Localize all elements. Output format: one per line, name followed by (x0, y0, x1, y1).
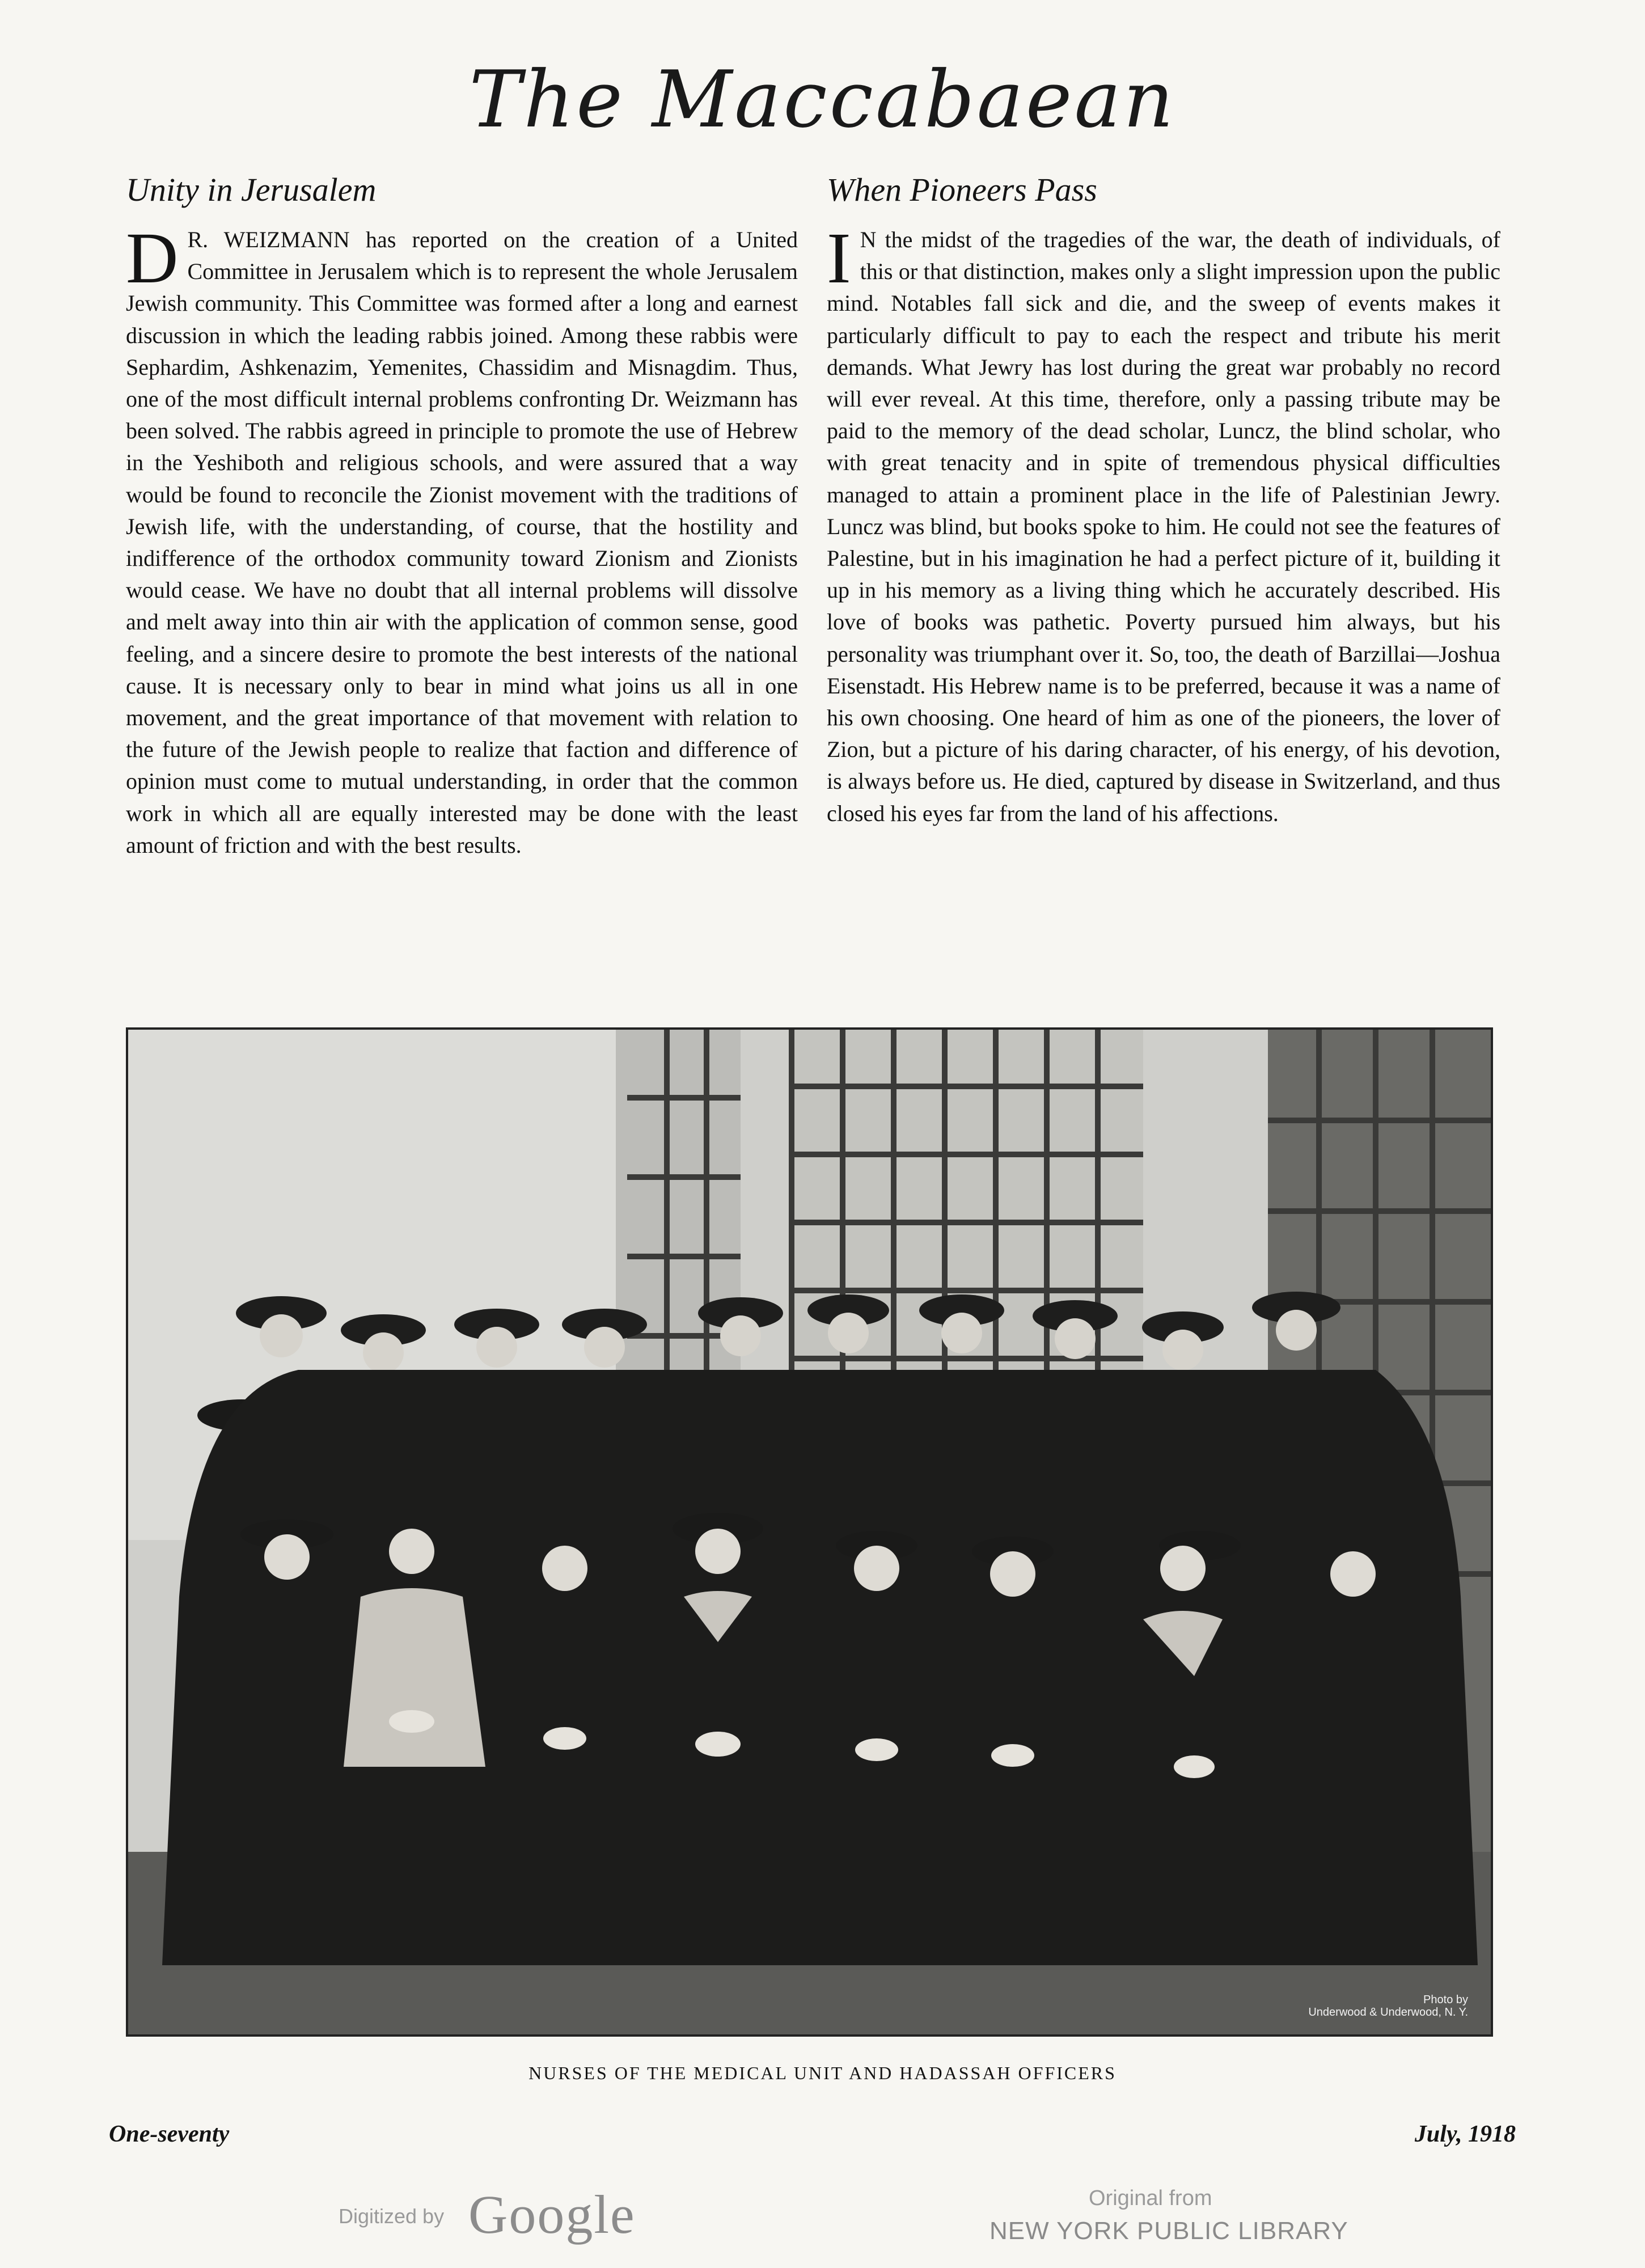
issue-date: July, 1918 (1414, 2121, 1516, 2147)
article-body (126, 218, 798, 861)
original-from-label: Original from (1089, 2186, 1212, 2210)
digitized-by-label: Digitized by (339, 2204, 445, 2228)
article-text: R. WEIZMANN has reported on the creation of a United Committee in Jerusalem which is to represent the whole Jerusalem Jewish community. This Committee was formed after a long and earnest discussion in which the leading rabbis joined. Among these rabbis were Sephardim, Ashkenazim, Yemenites, Chassidim and Misnagdim. Thus, one of the most difficult internal problems confronting Dr. Weizmann has been solved. The rabbis agreed in principle to promote the use of Hebrew in the Yeshiboth and religious schools, and were assured that a way would be found to reconcile the Zionist movement with the traditions of Jewish life, with the understanding, of course, that the hostility and indifference of the orthodox community toward Zionism and Zionists would cease. We have no doubt that all internal problems will dissolve and melt away into thin air with the application of common sense, good feeling, and a sincere desire to promote the best interests of the national cause. It is necessary only to bear in mind what joins us all in one movement, and the great importance of that movement with relation to the future of the Jewish people to realize that faction and difference of opinion must come to mutual understanding, in order that the common work in which all are equally interested may be done with the least amount of friction and with the best results. (126, 227, 798, 858)
article-when-pioneers-pass (827, 167, 1500, 830)
photo-credit-line: Photo by (1423, 1994, 1468, 2006)
page-number: One-seventy (109, 2121, 230, 2147)
photo-credit (1298, 1994, 1468, 2019)
group-photograph (126, 1027, 1493, 2037)
group-photograph-image (128, 1030, 1491, 2034)
drop-cap: D (126, 218, 179, 298)
drop-cap: I (827, 218, 851, 298)
article-body (827, 218, 1500, 830)
photo-credit-line: Underwood & Underwood, N. Y. (1308, 2006, 1468, 2019)
google-logo: Google (468, 2184, 636, 2245)
masthead-title: The Maccabaean (469, 54, 1176, 145)
photo-caption: NURSES OF THE MEDICAL UNIT AND HADASSAH OFFICERS (528, 2063, 1117, 2083)
article-unity-in-jerusalem (126, 167, 798, 861)
article-heading: Unity in Jerusalem (126, 171, 377, 208)
library-name: NEW YORK PUBLIC LIBRARY (989, 2217, 1348, 2245)
article-text: N the midst of the tragedies of the war, the death of individuals, of this or that distinction, makes only a slight impression upon the public mind. Notables fall sick and die, and the sweep of events makes it particularly difficult to pay to each the respect and tribute his merit demands. What Jewry has lost during the great war probably no record will ever reveal. At this time, therefore, only a passing tribute may be paid to the memory of the dead scholar, Luncz, the blind scholar, who with great tenacity and in spite of tremendous physical difficulties managed to attain a prominent place in the life of Palestinian Jewry. Luncz was blind, but books spoke to him. He could not see the features of Palestine, but in his imagination he had a perfect picture of it, building it up in his memory as a living thing which he accurately described. His love of books was pathetic. Poverty pursued him always, but his personality was triumphant over it. So, too, the death of Barzillai—Joshua Eisenstadt. His Hebrew name is to be preferred, because it was a name of his own choosing. One heard of him as one of the pioneers, the lover of Zion, but a picture of his daring character, of his energy, of his devotion, is always before us. He died, captured by disease in Switzerland, and thus closed his eyes far from the land of his affections. (827, 227, 1500, 826)
article-heading: When Pioneers Pass (827, 171, 1097, 208)
